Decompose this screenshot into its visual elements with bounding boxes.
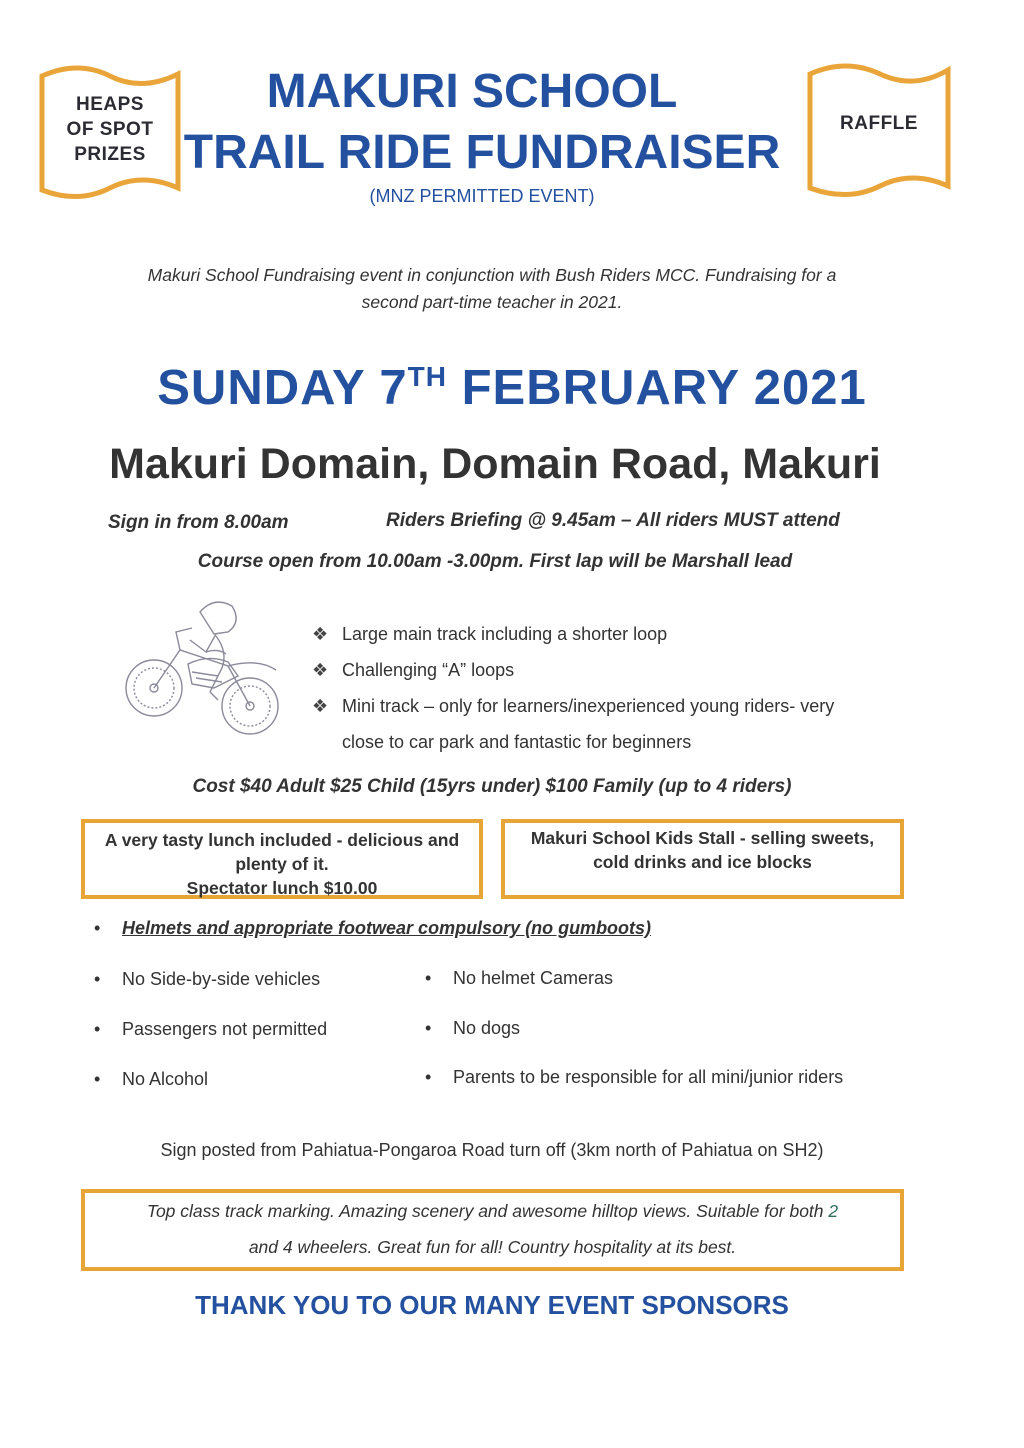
diamond-bullet-icon: ❖ bbox=[312, 660, 329, 680]
date-suffix: FEBRUARY 2021 bbox=[446, 361, 867, 415]
bullet-dot-icon: • bbox=[94, 918, 101, 938]
feature-text: close to car park and fantastic for beginners bbox=[342, 732, 692, 752]
motocross-rider-icon bbox=[118, 592, 288, 742]
bullet-dot-icon: • bbox=[425, 968, 432, 988]
title-line-2: TRAIL RIDE FUNDRAISER bbox=[183, 126, 781, 179]
bullet-dot-icon: • bbox=[425, 1067, 432, 1087]
lunch-box bbox=[81, 819, 483, 899]
feature-item bbox=[312, 688, 912, 724]
intro-text bbox=[92, 262, 892, 316]
marking-number: 2 bbox=[823, 1201, 839, 1221]
feature-text: Mini track – only for learners/inexperienced young riders- very bbox=[342, 696, 835, 716]
title-line-1: MAKURI SCHOOL bbox=[266, 65, 678, 118]
diamond-bullet-icon: ❖ bbox=[312, 696, 329, 716]
date-prefix: SUNDAY 7 bbox=[157, 361, 408, 415]
stall-line: Makuri School Kids Stall - selling sweets, bbox=[530, 828, 875, 848]
briefing-time: Riders Briefing @ 9.45am – All riders MUST attend bbox=[386, 510, 840, 531]
track-marking-box bbox=[81, 1189, 904, 1271]
lunch-line: plenty of it. bbox=[235, 854, 329, 874]
subtitle: (MNZ PERMITTED EVENT) bbox=[369, 186, 595, 206]
kids-stall-box bbox=[501, 819, 904, 899]
diamond-bullet-icon: ❖ bbox=[312, 624, 329, 644]
lunch-line: Spectator lunch $10.00 bbox=[186, 878, 378, 898]
stall-line: cold drinks and ice blocks bbox=[593, 852, 812, 872]
bullet-dot-icon: • bbox=[94, 969, 101, 989]
course-hours: Course open from 10.00am -3.00pm. First lap will be Marshall lead bbox=[197, 551, 793, 572]
feature-text: Challenging “A” loops bbox=[342, 660, 515, 680]
marking-line-2: and 4 wheelers. Great fun for all! Country hospitality at its best. bbox=[248, 1237, 737, 1257]
rule-text: Passengers not permitted bbox=[122, 1019, 328, 1039]
bullet-dot-icon: • bbox=[94, 1069, 101, 1089]
bullet-dot-icon: • bbox=[425, 1018, 432, 1038]
rule-text: Helmets and appropriate footwear compulsory (no gumboots) bbox=[122, 918, 652, 938]
feature-item bbox=[312, 652, 912, 688]
banner-line: HEAPS bbox=[76, 94, 144, 115]
sponsors-thanks: THANK YOU TO OUR MANY EVENT SPONSORS bbox=[195, 1290, 789, 1320]
rule-text: No Alcohol bbox=[122, 1069, 209, 1089]
bullet-dot-icon: • bbox=[94, 1019, 101, 1039]
sign-in-time: Sign in from 8.00am bbox=[108, 512, 289, 533]
rule-text: No dogs bbox=[453, 1018, 521, 1038]
feature-list bbox=[312, 616, 912, 760]
rule-text: No Side-by-side vehicles bbox=[122, 969, 321, 989]
directions: Sign posted from Pahiatua-Pongaroa Road turn off (3km north of Pahiatua on SH2) bbox=[160, 1140, 824, 1160]
intro-line-1: Makuri School Fundraising event in conjunction with Bush Riders MCC. Fundraising for a bbox=[147, 265, 837, 285]
raffle-label: RAFFLE bbox=[840, 113, 918, 134]
date-ordinal: TH bbox=[407, 361, 447, 392]
banner-line: PRIZES bbox=[74, 144, 146, 165]
feature-item bbox=[312, 616, 912, 652]
marking-line-1 bbox=[85, 1193, 900, 1229]
event-date bbox=[0, 360, 1024, 416]
rule-text: Parents to be responsible for all mini/junior riders bbox=[453, 1067, 844, 1087]
banner-line: OF SPOT bbox=[66, 119, 154, 140]
lunch-line: A very tasty lunch included - delicious and bbox=[104, 830, 460, 850]
feature-item-continued bbox=[312, 724, 912, 760]
marking-text: Top class track marking. Amazing scenery and awesome hilltop views. Suitable for both bbox=[146, 1201, 824, 1221]
venue: Makuri Domain, Domain Road, Makuri bbox=[109, 440, 881, 488]
intro-line-2: second part-time teacher in 2021. bbox=[361, 292, 623, 312]
feature-text: Large main track including a shorter loop bbox=[342, 624, 668, 644]
rule-text: No helmet Cameras bbox=[453, 968, 614, 988]
cost-line: Cost $40 Adult $25 Child (15yrs under) $100 Family (up to 4 riders) bbox=[192, 776, 792, 797]
